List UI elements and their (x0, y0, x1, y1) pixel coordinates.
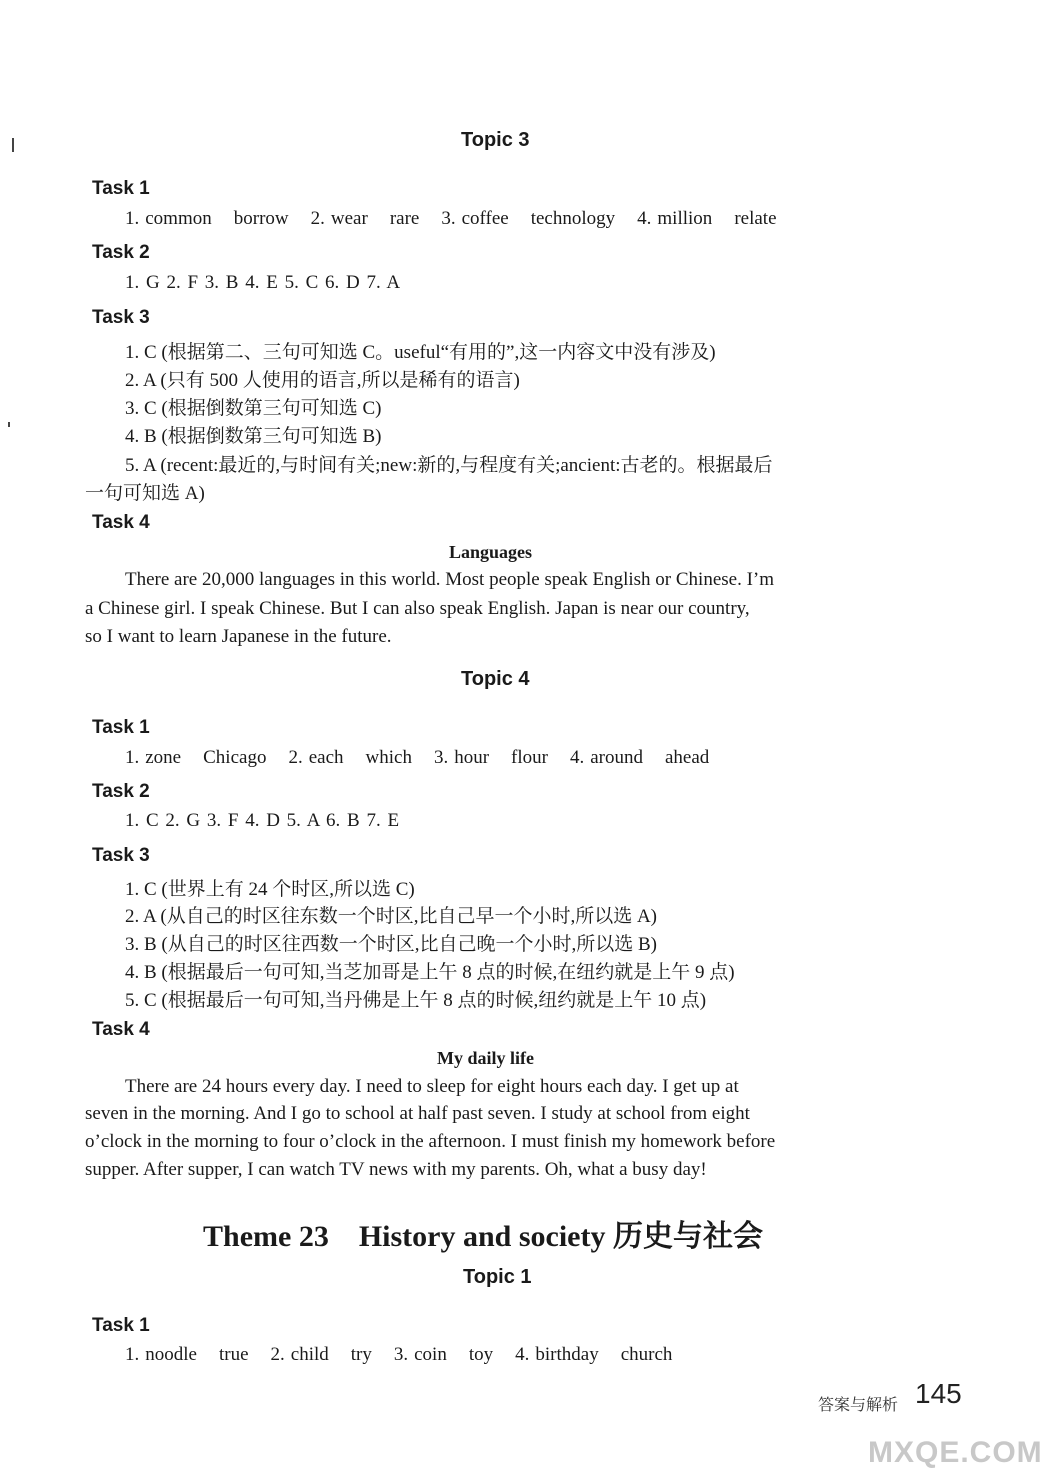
page-number: 145 (915, 1378, 962, 1409)
essay-line: a Chinese girl. I speak Chinese. But I can also speak English. Japan is near our country, (85, 598, 750, 619)
essay-line: seven in the morning. And I go to school at half past seven. I study at school from eight (85, 1103, 750, 1124)
essay-line: o’clock in the morning to four o’clock in the afternoon. I must finish my homework before (85, 1131, 776, 1152)
task3-line: 1. C (世界上有 24 个时区,所以选 C) (125, 879, 415, 900)
answer-word: toy (468, 1344, 494, 1365)
item-number: 1. (125, 1344, 140, 1365)
task-label: Task 1 (92, 178, 150, 199)
task-label: Task 2 (92, 242, 150, 263)
answer-word: birthday (535, 1344, 599, 1365)
answer-word: coffee (461, 208, 509, 229)
task3-line: 4. B (根据倒数第三句可知选 B) (125, 426, 382, 447)
task3-line: 5. A (recent:最近的,与时间有关;new:新的,与程度有关;ancient:古老的。根据最后 (125, 455, 773, 476)
essay-title: Languages (449, 542, 533, 562)
task-label: Task 4 (92, 1019, 150, 1040)
answer-word: noodle (145, 1344, 197, 1365)
topic-heading: Topic 3 (461, 129, 530, 151)
answer-word: ahead (664, 747, 710, 768)
answer-word: rare (389, 208, 420, 229)
item-number: 4. (637, 208, 652, 229)
answer-word: coin (414, 1344, 447, 1365)
task3-line: 5. C (根据最后一句可知,当丹佛是上午 8 点的时候,纽约就是上午 10 点) (125, 990, 707, 1011)
essay-line: supper. After supper, I can watch TV news with my parents. Oh, what a busy day! (85, 1159, 707, 1180)
task-label: Task 1 (92, 717, 150, 738)
task-label: Task 4 (92, 512, 150, 533)
answer-word: wear (330, 208, 368, 229)
theme-title: Theme 23 History and society 历史与社会 (203, 1220, 763, 1253)
essay-title: My daily life (437, 1048, 534, 1068)
essay-line: so I want to learn Japanese in the future. (85, 626, 392, 647)
answer-word: technology (530, 208, 616, 229)
item-number: 3. (393, 1344, 409, 1365)
task1-answers (125, 208, 799, 230)
scan-mark (8, 422, 10, 427)
item-number: 1. (125, 208, 140, 229)
task2-answers: 1. C 2. G 3. F 4. D 5. A 6. B 7. E (125, 810, 400, 831)
answer-word: flour (511, 747, 548, 768)
task3-line: 2. A (从自己的时区往东数一个时区,比自己早一个小时,所以选 A) (125, 906, 658, 927)
footer-label: 答案与解析 (818, 1397, 899, 1414)
answer-word: child (290, 1344, 329, 1365)
answer-word: million (657, 208, 713, 229)
task1-answers (125, 1344, 694, 1366)
answer-word: hour (454, 747, 490, 768)
item-number: 1. (125, 747, 140, 768)
task-label: Task 3 (92, 845, 150, 866)
item-number: 2. (270, 1344, 285, 1365)
answer-word: church (620, 1344, 673, 1365)
task-label: Task 3 (92, 307, 150, 328)
essay-line: There are 24 hours every day. I need to sleep for eight hours each day. I get up at (125, 1076, 739, 1097)
task-label: Task 1 (92, 1315, 150, 1336)
answer-word: relate (734, 208, 777, 229)
task3-line: 一句可知选 A) (85, 483, 205, 504)
task2-answers: 1. G 2. F 3. B 4. E 5. C 6. D 7. A (125, 272, 401, 293)
scan-mark (12, 138, 14, 152)
task1-answers (125, 747, 731, 769)
task-label: Task 2 (92, 781, 150, 802)
answer-word: each (308, 747, 344, 768)
task3-line: 3. C (根据倒数第三句可知选 C) (125, 398, 382, 419)
answer-word: which (365, 747, 412, 768)
task3-line: 3. B (从自己的时区往西数一个时区,比自己晚一个小时,所以选 B) (125, 934, 658, 955)
answer-word: around (590, 747, 643, 768)
task3-line: 4. B (根据最后一句可知,当芝加哥是上午 8 点的时候,在纽约就是上午 9 点) (125, 962, 735, 983)
topic-heading: Topic 4 (461, 668, 530, 690)
item-number: 4. (569, 747, 585, 768)
item-number: 2. (288, 747, 303, 768)
answer-word: common (145, 208, 212, 229)
watermark: MXQE.COM (868, 1436, 1043, 1469)
answer-word: Chicago (203, 747, 267, 768)
answer-word: zone (145, 747, 182, 768)
answer-word: borrow (233, 208, 289, 229)
answer-word: try (350, 1344, 372, 1365)
task3-line: 2. A (只有 500 人使用的语言,所以是稀有的语言) (125, 370, 520, 391)
item-number: 3. (433, 747, 449, 768)
item-number: 4. (515, 1344, 530, 1365)
item-number: 2. (310, 208, 325, 229)
topic-heading: Topic 1 (463, 1266, 532, 1288)
task3-line: 1. C (根据第二、三句可知选 C。useful“有用的”,这一内容文中没有涉及) (125, 342, 716, 363)
essay-line: There are 20,000 languages in this world. Most people speak English or Chinese. I’m (125, 569, 775, 590)
answer-word: true (218, 1344, 249, 1365)
item-number: 3. (441, 208, 456, 229)
